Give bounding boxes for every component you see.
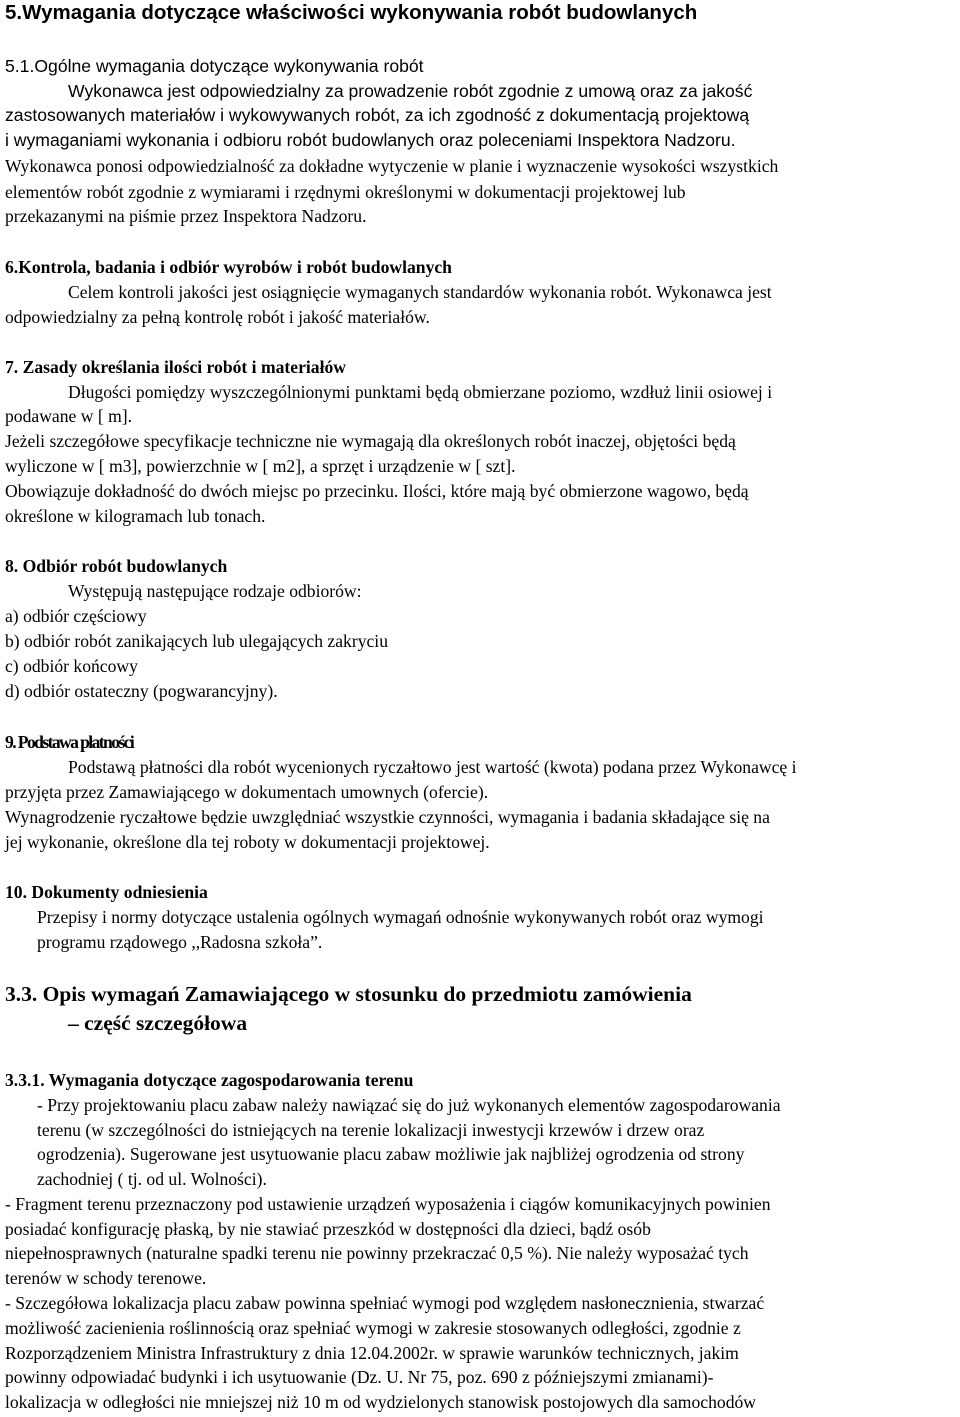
paragraph-line: odpowiedzialny za pełną kontrolę robót i jakość materiałów. (5, 307, 430, 327)
heading-section-5-1: 5.1.Ogólne wymagania dotyczące wykonywania robót (5, 56, 424, 76)
heading-section-9: 9. Podstawa płatności (5, 732, 134, 752)
paragraph-line: ogrodzenia). Sugerowane jest usytuowanie placu zabaw możliwie jak najbliżej ogrodzenia od strony (37, 1144, 745, 1164)
paragraph-line: jej wykonanie, określone dla tej roboty w dokumentacji projektowej. (5, 832, 490, 852)
paragraph-line: wyliczone w [ m3], powierzchnie w [ m2], a sprzęt i urządzenie w [ szt]. (5, 456, 516, 476)
paragraph-line: przyjęta przez Zamawiającego w dokumentach umownych (ofercie). (5, 782, 489, 802)
paragraph-line: Celem kontroli jakości jest osiągnięcie wymaganych standardów wykonania robót. Wykonawca jest (68, 282, 772, 302)
paragraph-line: zastosowanych materiałów i wykowywanych robót, za ich zgodność z dokumentacją projektową (5, 105, 750, 125)
heading-section-6: 6.Kontrola, badania i odbiór wyrobów i robót budowlanych (5, 257, 452, 277)
paragraph-line: Obowiązuje dokładność do dwóch miejsc po przecinku. Ilości, które mają być obmierzone wagowo, będą (5, 481, 749, 501)
heading-section-7: 7. Zasady określania ilości robót i materiałów (5, 357, 346, 377)
paragraph-line: Podstawą płatności dla robót wycenionych ryczałtowo jest wartość (kwota) podana przez Wykonawcę i (68, 757, 797, 777)
paragraph-line: Wykonawca ponosi odpowiedzialność za dokładne wytyczenie w planie i wyznaczenie wysokości wszystkich (5, 156, 779, 176)
paragraph-line: niepełnosprawnych (naturalne spadki terenu nie powinny przekraczać 0,5 %). Nie należy wyposażać tych (5, 1243, 749, 1263)
paragraph-line: lokalizacja w odległości nie mniejszej niż 10 m od wydzielonych stanowisk postojowych dla samochodów (5, 1392, 756, 1412)
paragraph-line: Rozporządzeniem Ministra Infrastruktury z dnia 12.04.2002r. w sprawie warunków technicznych, jakim (5, 1343, 739, 1363)
paragraph-line: zachodniej ( tj. od ul. Wolności). (37, 1169, 267, 1189)
paragraph-line: Wynagrodzenie ryczałtowe będzie uwzględniać wszystkie czynności, wymagania i badania składające się na (5, 807, 770, 827)
heading-section-3-3-subtitle: – część szczegółowa (68, 1011, 248, 1035)
paragraph-line: - Przy projektowaniu placu zabaw należy nawiązać się do już wykonanych elementów zagospodarowania (37, 1095, 781, 1115)
paragraph-line: posiadać konfigurację płaską, by nie stawiać przeszkód w dostępności dla dzieci, bądź osób (5, 1219, 651, 1239)
paragraph-line: terenów w schody terenowe. (5, 1268, 207, 1288)
list-item: c) odbiór końcowy (5, 656, 138, 676)
paragraph-line: powinny odpowiadać budynki i ich usytuowanie (Dz. U. Nr 75, poz. 690 z późniejszymi zmianami)- (5, 1367, 714, 1387)
paragraph-line: możliwość zacienienia roślinnością oraz spełniać wymogi w zakresie stosowanych odległości, zgodnie z (5, 1318, 741, 1338)
heading-section-3-3-1: 3.3.1. Wymagania dotyczące zagospodarowania terenu (5, 1070, 414, 1090)
paragraph-line: Wykonawca jest odpowiedzialny za prowadzenie robót zgodnie z umową oraz za jakość (68, 81, 753, 101)
heading-section-5: 5.Wymagania dotyczące właściwości wykonywania robót budowlanych (5, 1, 698, 24)
paragraph-line: określone w kilogramach lub tonach. (5, 506, 266, 526)
list-item: b) odbiór robót zanikających lub ulegających zakryciu (5, 631, 388, 651)
heading-section-8: 8. Odbiór robót budowlanych (5, 556, 228, 576)
heading-section-10: 10. Dokumenty odniesienia (5, 882, 208, 902)
paragraph-line: programu rządowego ,,Radosna szkoła”. (37, 932, 323, 952)
paragraph-line: podawane w [ m]. (5, 406, 133, 426)
paragraph-line: - Szczegółowa lokalizacja placu zabaw powinna spełniać wymogi pod względem nasłonecznienia, stwarzać (5, 1293, 765, 1313)
paragraph-line: Długości pomiędzy wyszczególnionymi punktami będą obmierzane poziomo, wzdłuż linii osiowej i (68, 382, 773, 402)
paragraph-line: Jeżeli szczegółowe specyfikacje techniczne nie wymagają dla określonych robót inaczej, objętości będą (5, 431, 736, 451)
paragraph-line: i wymaganiami wykonania i odbioru robót budowlanych oraz poleceniami Inspektora Nadzoru. (5, 130, 736, 150)
paragraph-line: Przepisy i normy dotyczące ustalenia ogólnych wymagań odnośnie wykonywanych robót oraz wymogi (37, 907, 764, 927)
list-item: a) odbiór częściowy (5, 606, 147, 626)
paragraph-line: przekazanymi na piśmie przez Inspektora Nadzoru. (5, 206, 367, 226)
paragraph-line: terenu (w szczególności do istniejących na terenie lokalizacji inwestycji krzewów i drzew oraz (37, 1120, 705, 1140)
list-item: d) odbiór ostateczny (pogwarancyjny). (5, 681, 278, 701)
paragraph-line: - Fragment terenu przeznaczony pod ustawienie urządzeń wyposażenia i ciągów komunikacyjnych powinien (5, 1194, 771, 1214)
heading-section-3-3: 3.3. Opis wymagań Zamawiającego w stosunku do przedmiotu zamówienia (5, 982, 692, 1006)
paragraph-line: Występują następujące rodzaje odbiorów: (68, 581, 362, 601)
paragraph-line: elementów robót zgodnie z wymiarami i rzędnymi określonymi w dokumentacji projektowej lub (5, 182, 686, 202)
